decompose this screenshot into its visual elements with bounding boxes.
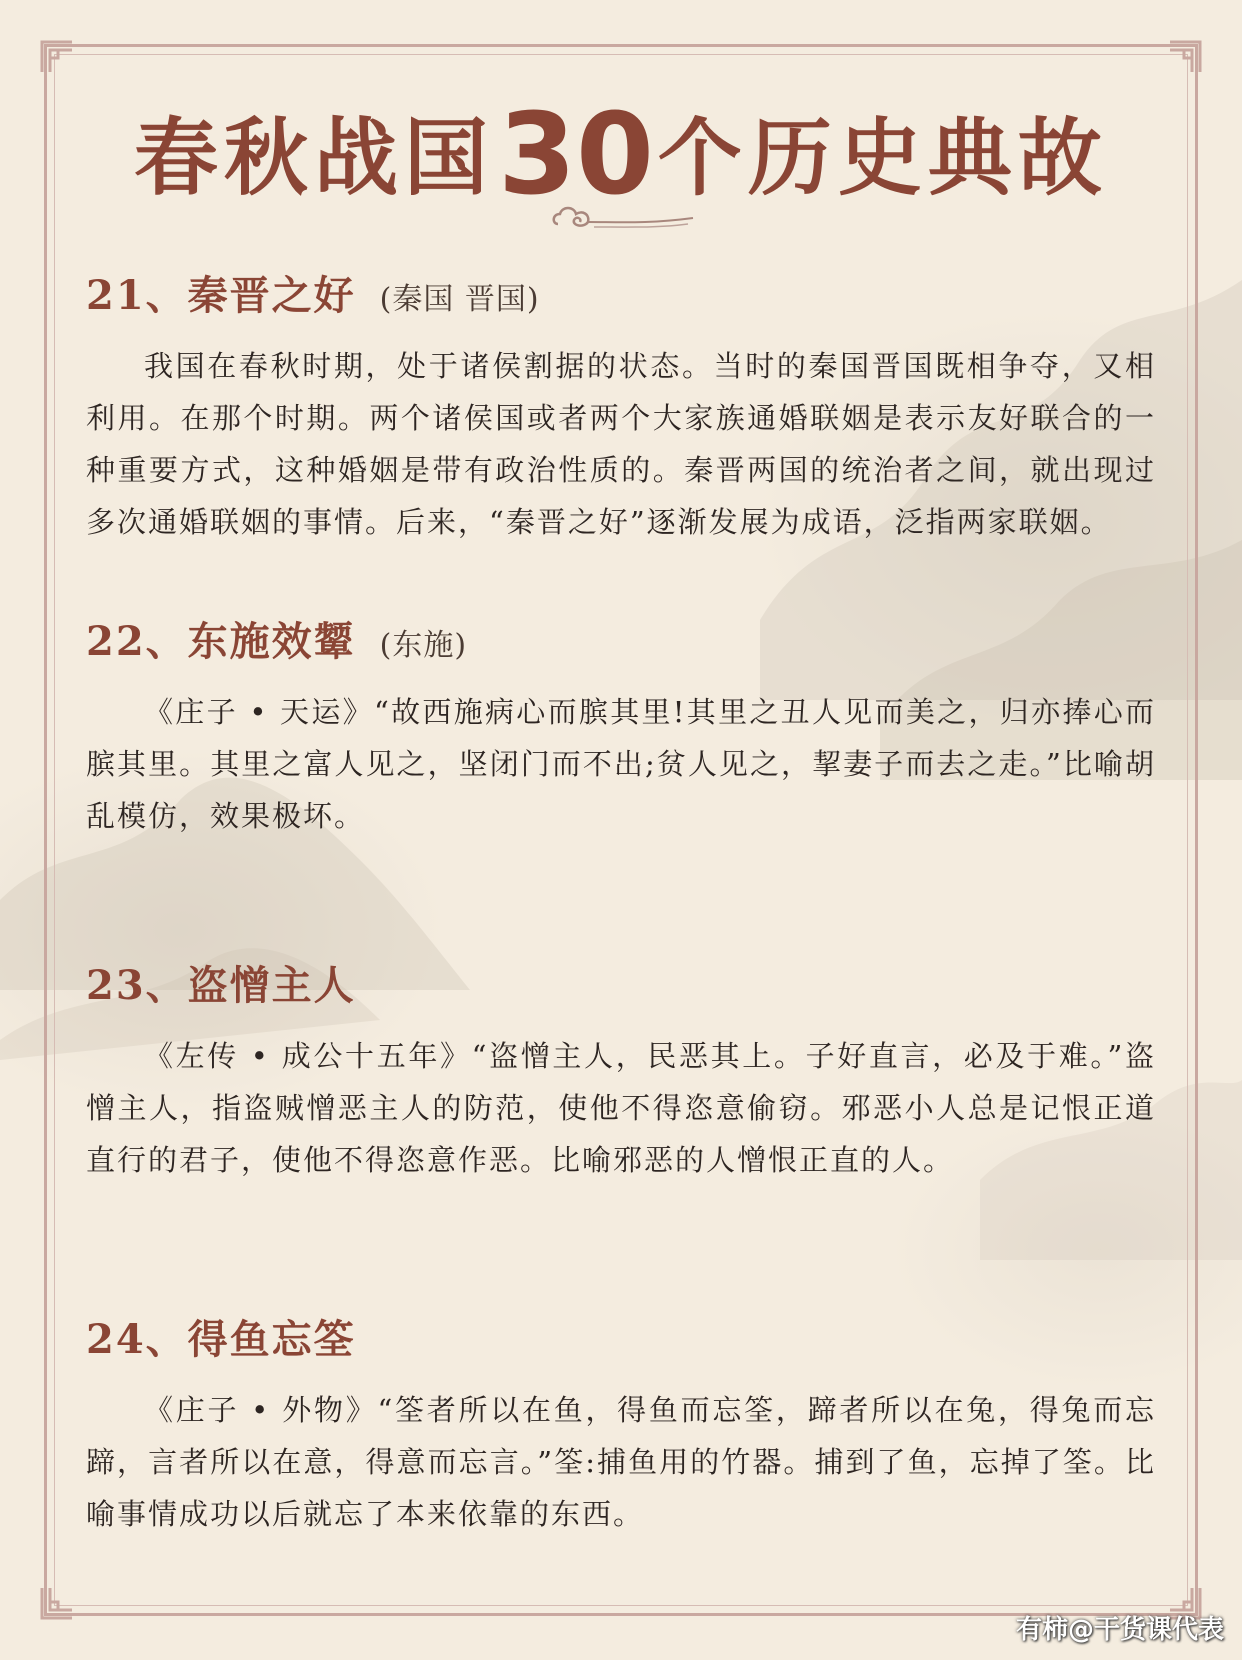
corner-ornament-top-left	[40, 40, 74, 74]
story-title: 24、得鱼忘筌	[86, 1316, 356, 1363]
story-body: 《庄子 • 天运》“故西施病心而膑其里!其里之丑人见而美之，归亦捧心而膑其里。其里之富人见之，坚闭门而不出;贫人见之，挈妻子而去之走。”比喻胡乱模仿，效果极坏。	[86, 695, 1156, 833]
story-21	[86, 268, 1156, 548]
story-people: (秦国 晋国)	[379, 282, 540, 317]
story-people: (东施)	[379, 628, 468, 663]
auspicious-cloud-icon	[548, 200, 698, 232]
corner-ornament-bottom-left	[40, 1586, 74, 1620]
story-title: 21、秦晋之好	[86, 272, 356, 319]
story-heading	[86, 958, 1156, 1018]
story-23	[86, 958, 1156, 1186]
story-24	[86, 1312, 1156, 1540]
story-body: 《庄子 • 外物》“筌者所以在鱼，得鱼而忘筌，蹄者所以在兔，得兔而忘蹄，言者所以在意，得意而忘言。”筌:捕鱼用的竹器。捕到了鱼，忘掉了筌。比喻事情成功以后就忘了本来依靠的东西。	[86, 1393, 1156, 1531]
title-prefix: 春秋战国	[134, 109, 495, 207]
story-body: 我国在春秋时期，处于诸侯割据的状态。当时的秦国晋国既相争夺，又相利用。在那个时期。两个诸侯国或者两个大家族通婚联姻是表示友好联合的一种重要方式，这种婚姻是带有政治性质的。秦晋两国的统治者之间，就出现过多次通婚联姻的事情。后来，“秦晋之好”逐渐发展为成语，泛指两家联姻。	[86, 349, 1156, 539]
source-watermark: 有柿@干货课代表	[1015, 1615, 1224, 1645]
story-heading	[86, 268, 1156, 328]
title-suffix: 个历史典故	[657, 109, 1108, 207]
story-22	[86, 614, 1156, 842]
title-number: 30	[498, 90, 654, 220]
corner-ornament-top-right	[1168, 40, 1202, 74]
story-title: 23、盗憎主人	[86, 962, 356, 1009]
story-body: 《左传 • 成公十五年》“盗憎主人，民恶其上。子好直言，必及于难。”盗憎主人，指盗贼憎恶主人的防范，使他不得恣意偷窃。邪恶小人总是记恨正道直行的君子，使他不得恣意作恶。比喻邪恶的人憎恨正直的人。	[86, 1039, 1156, 1177]
story-heading	[86, 1312, 1156, 1372]
story-title: 22、东施效颦	[86, 618, 356, 665]
story-heading	[86, 614, 1156, 674]
